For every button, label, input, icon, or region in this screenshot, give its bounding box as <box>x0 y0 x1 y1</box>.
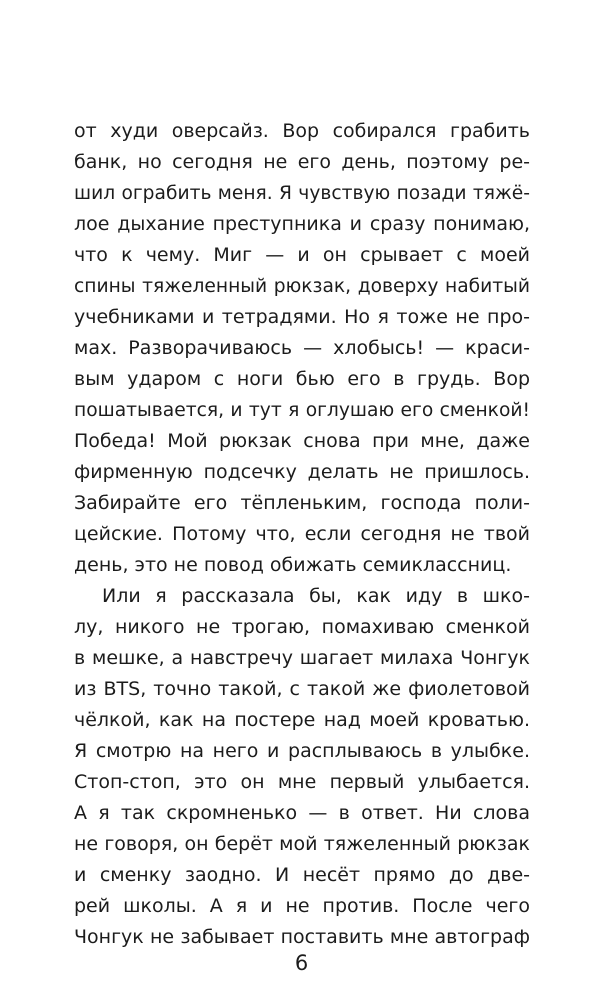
text-line: вым ударом с ноги бью его в грудь. Вор <box>74 368 530 390</box>
text-line: Или я рассказала бы, как иду в шко- <box>102 585 530 607</box>
text-line: А я так скромненько — в ответ. Ни слова <box>74 802 530 824</box>
text-line: лое дыхание преступника и сразу понимаю, <box>74 213 530 235</box>
text-line: Победа! Мой рюкзак снова при мне, даже <box>74 430 530 452</box>
text-line: чёлкой, как на постере над моей кроватью. <box>74 709 530 731</box>
text-line: из BTS, точно такой, с такой же фиолетовой <box>74 678 530 700</box>
text-line: банк, но сегодня не его день, поэтому ре- <box>74 151 530 173</box>
text-line: день, это не повод обижать семиклассниц. <box>74 554 512 576</box>
text-line: мах. Разворачиваюсь — хлобысь! — краси- <box>74 337 530 359</box>
page-number: 6 <box>294 951 309 975</box>
text-line: Стоп-стоп, это он мне первый улыбается. <box>74 771 530 793</box>
text-line: пошатывается, и тут я оглушаю его сменкой! <box>74 400 530 421</box>
paragraph <box>74 581 530 953</box>
body-text <box>74 116 530 953</box>
text-line: не говоря, он берёт мой тяжеленный рюкзак <box>74 833 530 855</box>
text-line: фирменную подсечку делать не пришлось. <box>74 461 530 483</box>
text-line: спины тяжеленный рюкзак, доверху набитый <box>74 276 530 297</box>
text-line: Забирайте его тёпленьким, господа поли- <box>74 492 530 514</box>
text-line: лу, никого не трогаю, помахиваю сменкой <box>74 616 530 638</box>
text-line: в мешке, а навстречу шагает милаха Чонгук <box>74 647 530 669</box>
text-line: рей школы. А я и не против. После чего <box>74 895 530 917</box>
text-line: Я смотрю на него и расплываюсь в улыбке. <box>74 740 530 762</box>
text-line: учебниками и тетрадями. Но я тоже не про- <box>74 306 530 328</box>
text-line: и сменку заодно. И несёт прямо до две- <box>74 864 530 886</box>
text-line: цейские. Потому что, если сегодня не твой <box>74 523 530 545</box>
text-line: шил ограбить меня. Я чувствую позади тяжё- <box>74 183 530 204</box>
text-line: от худи оверсайз. Вор собирался грабить <box>74 120 530 142</box>
text-line: Чонгук не забывает поставить мне автограф <box>74 926 530 948</box>
paragraph <box>74 116 530 581</box>
text-line: что к чему. Миг — и он срывает с моей <box>74 244 530 266</box>
